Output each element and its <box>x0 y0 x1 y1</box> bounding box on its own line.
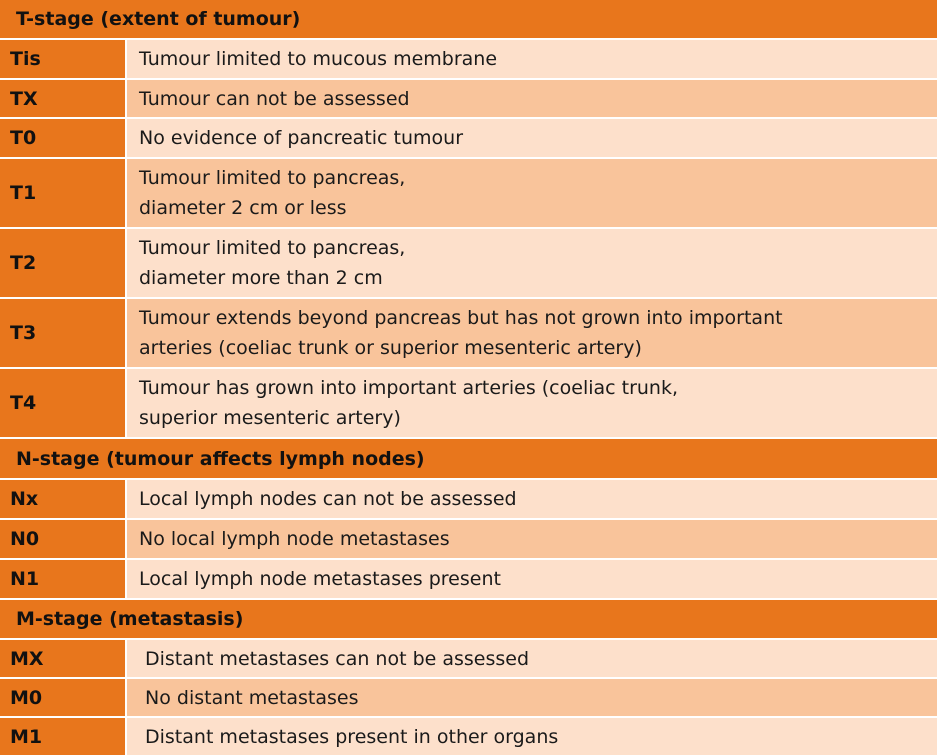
stage-code: T3 <box>0 299 125 367</box>
table-row <box>0 679 937 716</box>
stage-code: M0 <box>0 679 125 716</box>
stage-code: Tis <box>0 40 125 78</box>
stage-description: Tumour has grown into important arteries (coeliac trunk, superior mesenteric artery) <box>127 369 937 437</box>
stage-code: M1 <box>0 718 125 755</box>
stage-description: Tumour limited to mucous membrane <box>127 40 937 78</box>
stage-description: Local lymph nodes can not be assessed <box>127 480 937 518</box>
table-row <box>0 299 937 367</box>
table-row <box>0 159 937 227</box>
stage-description: Distant metastases present in other organs <box>127 718 937 755</box>
stage-description: Tumour extends beyond pancreas but has not grown into important arteries (coeliac trunk or superior mesenteric artery) <box>127 299 937 367</box>
stage-code: TX <box>0 80 125 117</box>
stage-code: N0 <box>0 520 125 558</box>
stage-description: No evidence of pancreatic tumour <box>127 119 937 157</box>
table-row <box>0 40 937 78</box>
stage-description: Tumour can not be assessed <box>127 80 937 117</box>
stage-code: T2 <box>0 229 125 297</box>
table-row <box>0 560 937 598</box>
stage-description: Local lymph node metastases present <box>127 560 937 598</box>
table-row <box>0 520 937 558</box>
stage-code: T1 <box>0 159 125 227</box>
stage-code: T0 <box>0 119 125 157</box>
table-row <box>0 480 937 518</box>
stage-description: Tumour limited to pancreas, diameter 2 cm or less <box>127 159 937 227</box>
stage-description: Distant metastases can not be assessed <box>127 640 937 677</box>
stage-code: T4 <box>0 369 125 437</box>
table-row <box>0 640 937 677</box>
stage-description: No local lymph node metastases <box>127 520 937 558</box>
m-stage-heading: M-stage (metastasis) <box>0 600 937 638</box>
table-row <box>0 80 937 117</box>
stage-code: N1 <box>0 560 125 598</box>
t-stage-heading: T-stage (extent of tumour) <box>0 0 937 38</box>
stage-description: No distant metastases <box>127 679 937 716</box>
table-row <box>0 369 937 437</box>
stage-code: Nx <box>0 480 125 518</box>
n-stage-heading: N-stage (tumour affects lymph nodes) <box>0 439 937 478</box>
table-row <box>0 718 937 755</box>
table-row <box>0 119 937 157</box>
stage-code: MX <box>0 640 125 677</box>
stage-description: Tumour limited to pancreas, diameter more than 2 cm <box>127 229 937 297</box>
table-row <box>0 229 937 297</box>
